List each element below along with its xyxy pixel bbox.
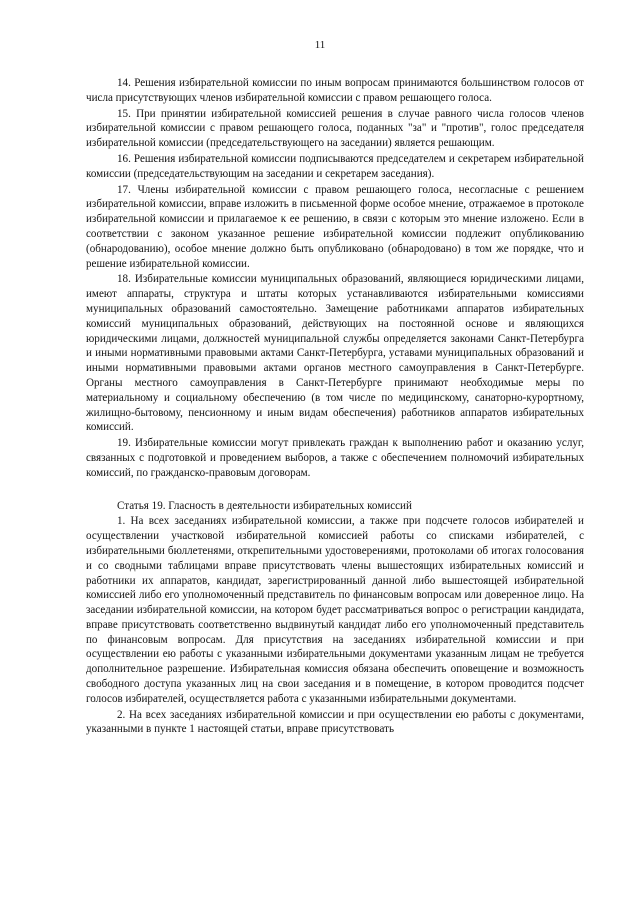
paragraph-15: 15. При принятии избирательной комиссией решения в случае равного числа голосов членов избирательной комиссии с правом решающего голоса, поданных "за" и "против", голос председателя избирательной комиссии (председательствующего на заседании) является решающим.	[86, 107, 584, 150]
page-number: 11	[314, 39, 326, 51]
paragraph-16: 16. Решения избирательной комиссии подписываются председателем и секретарем избирательной комиссии (председательствующим на заседании и секретарем заседания).	[86, 152, 584, 180]
document-body	[86, 76, 584, 737]
paragraph-19: 19. Избирательные комиссии могут привлекать граждан к выполнению работ и оказанию услуг, связанных с подготовкой и проведением выборов, а также с обеспечением полномочий избирательных комиссий, по гражданско-правовым договорам.	[86, 437, 584, 479]
article-heading: Статья 19. Гласность в деятельности избирательных комиссий	[117, 499, 412, 512]
article-19-paragraph-1: 1. На всех заседаниях избирательной комиссии, а также при подсчете голосов избирателей и осуществлении участковой избирательной комиссией работы со списками избирателей, с избирательными бюллетенями, открепительными удостоверениями, протоколами об итогах голосования и со сводными таблицами вправе присутствовать члены вышестоящих избирательных комиссий и работники их аппаратов, кандидат, зарегистрированный данной либо вышестоящей избирательной комиссией либо его уполномоченный представитель по финансовым вопросам или доверенное лицо. На заседании избирательной комиссии, на котором будет рассматриваться вопрос о регистрации кандидата, вправе присутствовать соответственно выдвинутый кандидат либо его уполномоченный представитель по финансовым вопросам. Для присутствия на заседаниях избирательной комиссии и при осуществлении ею работы с указанными избирательными документами указанным лицам не требуется дополнительное разрешение. Избирательная комиссия обязана обеспечить оповещение и возможность свободного доступа указанных лиц на свои заседания и в помещение, в котором проводится подсчет голосов избирателей, осуществляется работа с указанными избирательными документами.	[86, 515, 584, 705]
paragraph-18: 18. Избирательные комиссии муниципальных образований, являющиеся юридическими лицами, имеют аппараты, структура и штаты которых устанавливаются избирательными комиссиями муниципальных образований самостоятельно. Замещение работниками аппаратов избирательных комиссий муниципальных образований, действующих на постоянной основе и являющихся юридическими лицами, должностей муниципальной службы определяется законами Санкт-Петербурга и иными нормативными правовыми актами Санкт-Петербурга, уставами муниципальных образований и иными нормативными правовыми актами органов местного самоуправления в Санкт-Петербурге. Органы местного самоуправления в Санкт-Петербурге принимают необходимые меры по материальному и социальному обеспечению (в том числе по медицинскому, санаторно-курортному, жилищно-бытовому, пенсионному и иным видам обеспечения) работников аппаратов избирательных комиссий.	[86, 273, 584, 434]
article-19-paragraph-2: 2. На всех заседаниях избирательной комиссии и при осуществлении ею работы с документами, указанными в пункте 1 настоящей статьи, вправе присутствовать	[86, 708, 584, 736]
paragraph-14: 14. Решения избирательной комиссии по иным вопросам принимаются большинством голосов от числа присутствующих членов избирательной комиссии с правом решающего голоса.	[86, 77, 584, 104]
paragraph-17: 17. Члены избирательной комиссии с правом решающего голоса, несогласные с решением избирательной комиссии, вправе изложить в письменной форме особое мнение, отражаемое в протоколе избирательной комиссии и прилагаемое к ее решению, в связи с которым это мнение изложено. Если в соответствии с законом указанное решение избирательной комиссии подлежит опубликованию (обнародованию), особое мнение должно быть опубликовано (обнародовано) в том же порядке, что и решение избирательной комиссии.	[86, 183, 584, 270]
